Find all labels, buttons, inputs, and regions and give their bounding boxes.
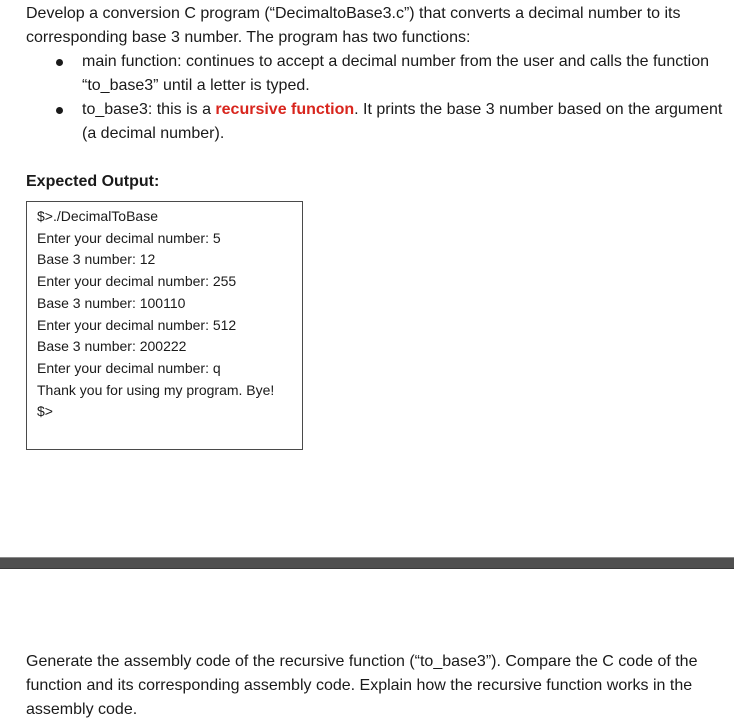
assignment-intro: Develop a conversion C program (“DecimaltoBase3.c”) that converts a decimal number to its corresponding base 3 number. The program has two functions: <box>26 5 681 46</box>
bullet-main-text: main function: continues to accept a decimal number from the user and calls the function “to_base3” until a letter is typed. <box>82 53 710 94</box>
bullet-main-function <box>26 50 726 98</box>
terminal-line: $>./DecimalToBase <box>37 208 159 224</box>
bullet-to-base3-text-after: . It prints the base 3 number based on the argument (a decimal number). <box>82 101 723 142</box>
section-divider <box>0 557 734 569</box>
terminal-line: Enter your decimal number: 5 <box>37 229 221 246</box>
function-list <box>26 50 726 146</box>
bullet-dot-icon <box>56 107 63 114</box>
terminal-line: Enter your decimal number: 255 <box>37 273 237 290</box>
terminal-line: Base 3 number: 200222 <box>37 338 187 355</box>
assembly-question: Generate the assembly code of the recursive function (“to_base3”). Compare the C code of the function and its corresponding assembly code. Explain how the recursive function works in the assembly code. <box>26 653 698 718</box>
terminal-line: Base 3 number: 100110 <box>37 294 186 311</box>
terminal-line: Base 3 number: 12 <box>37 251 156 268</box>
recursive-function-highlight: recursive function <box>215 101 355 118</box>
assignment-description <box>26 2 726 146</box>
terminal-output-box <box>26 201 303 450</box>
terminal-line: Thank you for using my program. Bye! <box>37 381 275 398</box>
terminal-line: Enter your decimal number: q <box>37 359 221 376</box>
terminal-line: Enter your decimal number: 512 <box>37 316 237 333</box>
terminal-line: $> <box>37 403 53 420</box>
expected-output-heading: Expected Output: <box>26 173 160 190</box>
bullet-dot-icon <box>56 59 63 66</box>
bullet-to-base3-function <box>26 98 726 146</box>
bullet-to-base3-text-before: to_base3: this is a <box>82 101 216 118</box>
